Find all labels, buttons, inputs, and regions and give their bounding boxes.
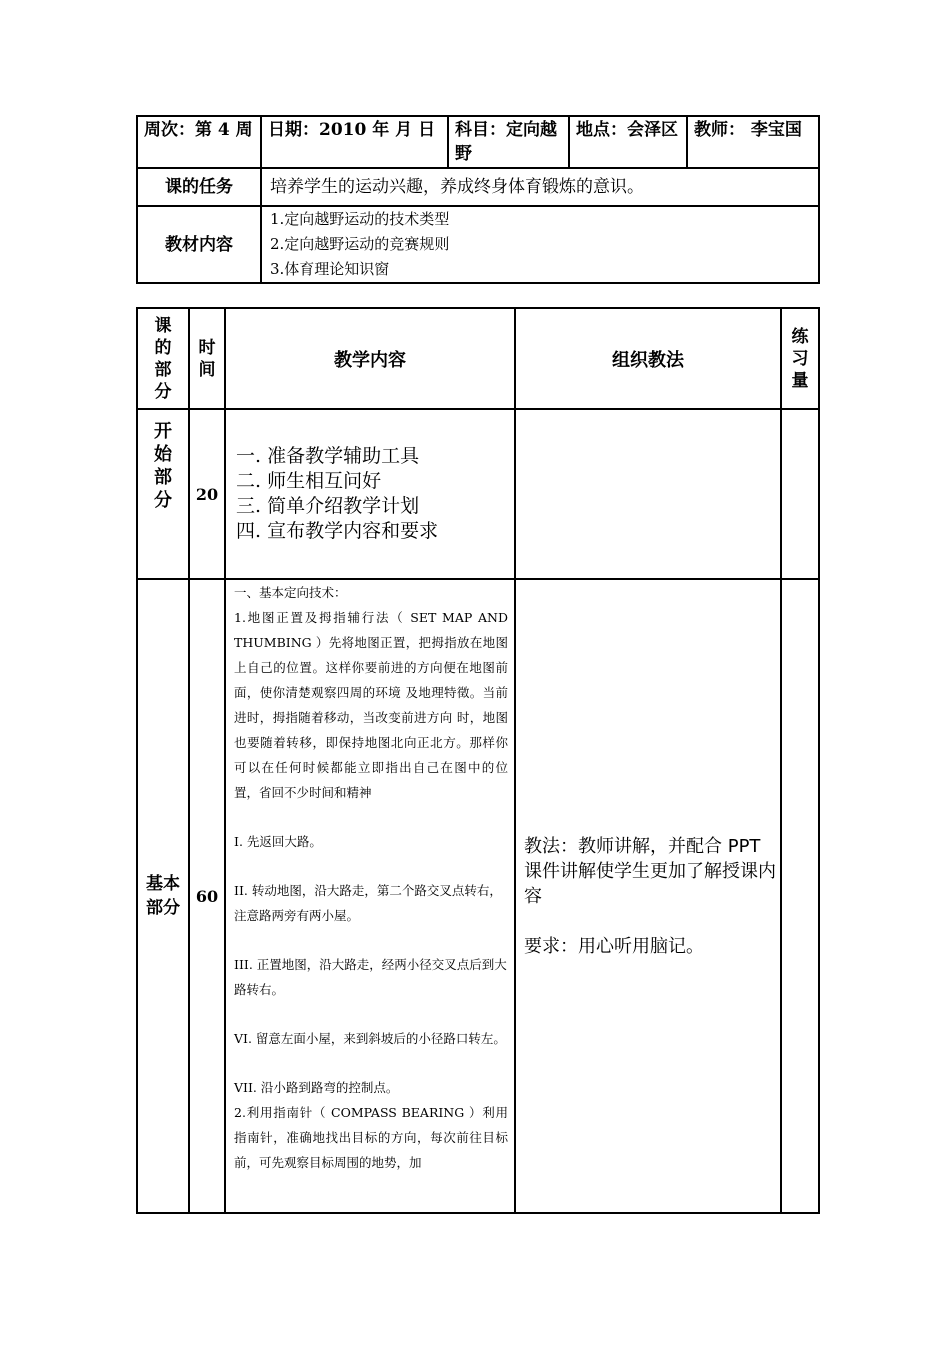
step-item: VII. 沿小路到路弯的控制点。 <box>234 1080 399 1095</box>
lesson-table <box>136 307 820 1214</box>
technique-2: 2.利用指南针（ COMPASS BEARING ）利用指南针，准确地找出目标的方向，每次前往目标前，可先观察目标周围的地势，加 <box>234 1105 508 1170</box>
material-item: 2.定向越野运动的竞赛规则 <box>270 235 450 253</box>
col-method-header: 组织教法 <box>515 308 781 409</box>
col-time-header: 时间 <box>189 308 225 409</box>
header-table <box>136 115 820 284</box>
requirement-text: 要求：用心听用脑记。 <box>524 935 704 957</box>
col-practice-header: 练习量 <box>781 308 819 409</box>
basic-time: 60 <box>189 579 225 1213</box>
start-method <box>515 409 781 579</box>
materials-label: 教材内容 <box>137 206 261 283</box>
start-content <box>225 409 515 579</box>
technique-1: 1.地图正置及拇指辅行法（ SET MAP AND THUMBING ）先将地图正置，把拇指放在地图上自己的位置。这样你要前进的方向便在地图前面，使你清楚观察四周的环境 及地理特徵。当前进时，拇指随着移动，当改变前进方向 时，地图也要随着转移，即保持地图北向正北方。那样你 可以在任何时候都能立即指出自己在图中的位置，省回不少时间和精神 <box>234 610 508 800</box>
step-item: II. 转动地图，沿大路走，第二个路交叉点转右，注意路两旁有两小屋。 <box>234 883 502 923</box>
basic-content <box>225 579 515 1213</box>
step-item: III. 正置地图，沿大路走，经两小径交叉点后到大路转右。 <box>234 957 507 997</box>
subject-cell: 科目：定向越野 <box>448 116 569 168</box>
start-practice <box>781 409 819 579</box>
content-intro: 一、基本定向技术： <box>234 585 347 600</box>
basic-practice <box>781 579 819 1213</box>
materials-list <box>261 206 819 283</box>
teacher-cell: 教师： 李宝国 <box>687 116 819 168</box>
start-item: 一. 准备教学辅助工具 <box>236 445 420 467</box>
date-cell: 日期：2010 年 月 日 <box>261 116 448 168</box>
step-item: I. 先返回大路。 <box>234 834 322 849</box>
method-text: 教法：教师讲解，并配合 PPT 课件讲解使学生更加了解授课内容 <box>524 835 776 907</box>
basic-method <box>515 579 781 1213</box>
col-content-header: 教学内容 <box>225 308 515 409</box>
start-item: 二. 师生相互问好 <box>236 470 382 492</box>
start-part-label: 开始部分 <box>137 409 189 579</box>
task-text: 培养学生的运动兴趣，养成终身体育锻炼的意识。 <box>261 168 819 206</box>
start-time: 20 <box>189 409 225 579</box>
start-item: 三. 简单介绍教学计划 <box>236 495 420 517</box>
start-item: 四. 宣布教学内容和要求 <box>236 520 439 542</box>
week-cell: 周次：第 4 周 <box>137 116 261 168</box>
task-label: 课的任务 <box>137 168 261 206</box>
material-item: 1.定向越野运动的技术类型 <box>270 210 450 228</box>
col-part-header: 课的部分 <box>137 308 189 409</box>
location-cell: 地点：会泽区 <box>569 116 687 168</box>
basic-part-label: 基本部分 <box>137 579 189 1213</box>
step-item: VI. 留意左面小屋，来到斜坡后的小径路口转左。 <box>234 1031 506 1046</box>
material-item: 3.体育理论知识窗 <box>270 260 390 278</box>
